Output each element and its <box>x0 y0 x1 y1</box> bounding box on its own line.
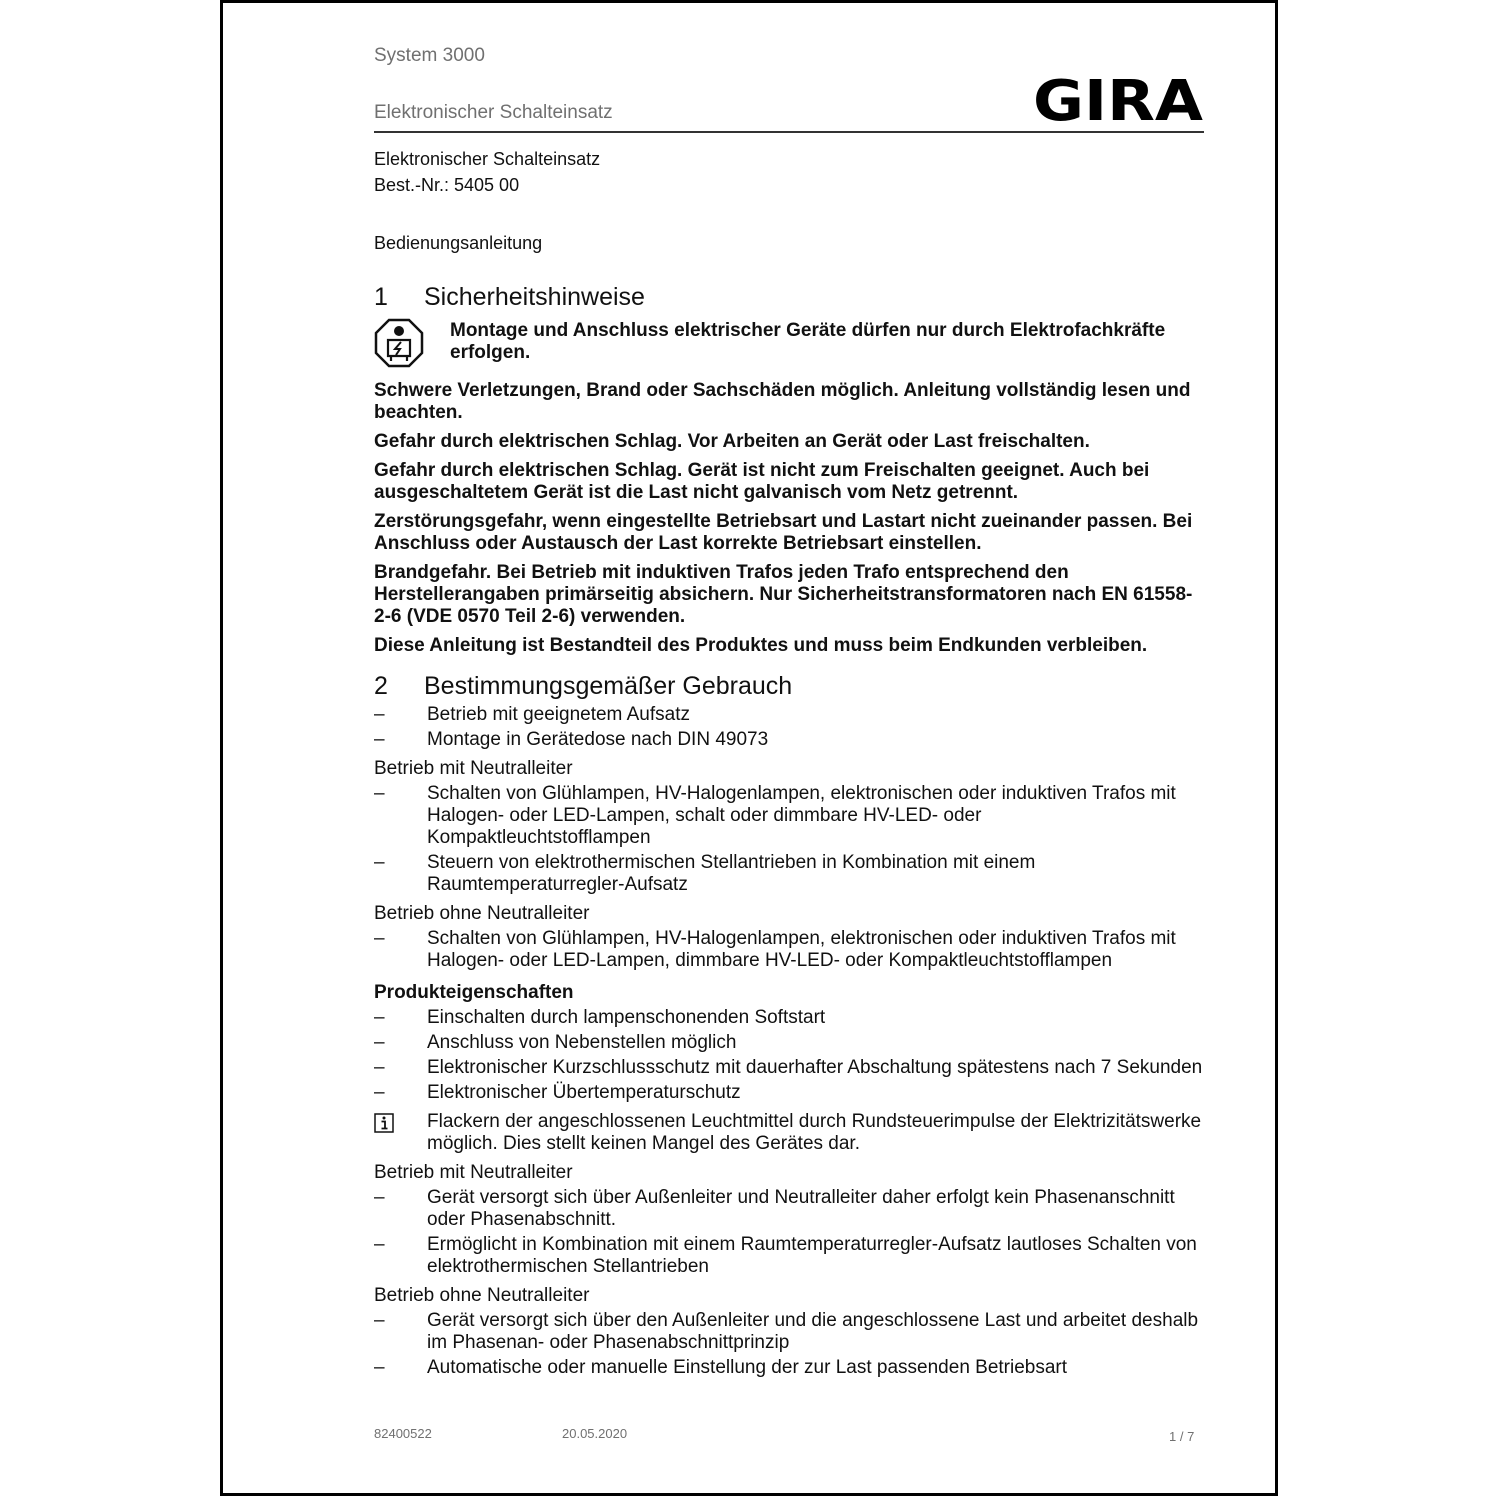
prop-with-neutral-list <box>374 1187 1204 1278</box>
without-neutral-label: Betrieb ohne Neutralleiter <box>374 903 590 924</box>
list-item: – Steuern von elektrothermischen Stellantrieben in Kombination mit einem Raumtemperaturregler-Aufsatz <box>374 852 1036 895</box>
bullet-dash: – <box>374 1310 385 1331</box>
bullet-dash: – <box>374 1234 385 1255</box>
properties-title: Produkteigenschaften <box>374 982 574 1003</box>
safety-paragraph: Brandgefahr. Bei Betrieb mit induktiven Trafos jeden Trafo entsprechend den Herstellerangaben primärseitig absichern. Nur Sicherheitstransformatoren nach EN 61558-2-6 (VDE 0570 Teil 2-6) verwenden. <box>374 562 1193 627</box>
info-icon <box>374 1113 394 1133</box>
list-item: – Einschalten durch lampenschonenden Softstart <box>374 1007 826 1028</box>
footer-date: 20.05.2020 <box>562 1426 628 1441</box>
properties-list <box>374 1007 1204 1104</box>
product-block <box>374 148 1204 196</box>
prop-without-neutral-label: Betrieb ohne Neutralleiter <box>374 1285 590 1306</box>
product-title: Elektronischer Schalteinsatz <box>374 149 601 169</box>
safety-paragraph: Zerstörungsgefahr, wenn eingestellte Betriebsart und Lastart nicht zueinander passen. Bei Anschluss oder Austausch der Last korrekte Betriebsart einstellen. <box>374 511 1193 554</box>
bullet-dash: – <box>374 1007 385 1028</box>
bullet-dash: – <box>374 1057 385 1078</box>
info-note <box>374 1111 1204 1155</box>
safety-paragraph: Gefahr durch elektrischen Schlag. Gerät ist nicht zum Freischalten geeignet. Auch bei ausgeschaltetem Gerät ist die Last nicht galvanisch vom Netz getrennt. <box>374 460 1150 503</box>
intro-list <box>374 704 1204 751</box>
doc-type: Bedienungsanleitung <box>374 233 543 253</box>
header-subtitle: Elektronischer Schalteinsatz <box>374 102 613 123</box>
list-item: – Elektronischer Übertemperaturschutz <box>374 1082 741 1103</box>
bullet-dash: – <box>374 783 385 804</box>
footer-doc-number: 82400522 <box>374 1426 432 1441</box>
header-rule <box>374 131 1204 133</box>
list-item: – Betrieb mit geeignetem Aufsatz <box>374 704 690 725</box>
section-safety <box>374 282 1204 657</box>
safety-paragraph: Diese Anleitung ist Bestandteil des Produktes und muss beim Endkunden verbleiben. <box>374 635 1148 656</box>
bullet-dash: – <box>374 852 385 873</box>
electrician-warning-icon <box>374 318 424 368</box>
list-item: – Anschluss von Nebenstellen möglich <box>374 1032 737 1053</box>
with-neutral-label: Betrieb mit Neutralleiter <box>374 758 573 779</box>
section-2-title: Bestimmungsgemäßer Gebrauch <box>424 672 793 700</box>
prop-with-neutral-label: Betrieb mit Neutralleiter <box>374 1162 573 1183</box>
order-number: Best.-Nr.: 5405 00 <box>374 175 520 195</box>
warning-row <box>374 320 1204 368</box>
list-item: – Schalten von Glühlampen, HV-Halogenlampen, elektronischen oder induktiven Trafos mit Halogen- oder LED-Lampen, schalt oder dimmbare HV-LED- oder Kompaktleuchtstofflampen <box>374 783 1176 848</box>
list-item: – Montage in Gerätedose nach DIN 49073 <box>374 729 769 750</box>
section-1-heading <box>374 282 1204 312</box>
gira-logo-text: GIRA <box>1033 69 1204 127</box>
section-intended-use <box>374 671 1204 1379</box>
safety-paragraph: Gefahr durch elektrischen Schlag. Vor Arbeiten an Gerät oder Last freischalten. <box>374 431 1090 452</box>
gira-logo <box>1033 67 1205 127</box>
footer-page-number: 1 / 7 <box>1169 1429 1195 1444</box>
list-item: – Gerät versorgt sich über den Außenleiter und die angeschlossene Last und arbeitet deshalb im Phasenan- oder Phasenabschnittprinzip <box>374 1310 1199 1353</box>
bullet-dash: – <box>374 1082 385 1103</box>
with-neutral-list <box>374 783 1204 896</box>
safety-paragraphs <box>374 380 1204 657</box>
header-system: System 3000 <box>374 45 485 66</box>
without-neutral-list <box>374 928 1204 972</box>
prop-without-neutral-list <box>374 1310 1204 1379</box>
section-1-title: Sicherheitshinweise <box>424 283 645 311</box>
section-1-number: 1 <box>374 283 388 311</box>
section-2-number: 2 <box>374 672 388 700</box>
document-page <box>220 0 1278 1496</box>
safety-paragraph: Schwere Verletzungen, Brand oder Sachschäden möglich. Anleitung vollständig lesen und beachten. <box>374 380 1191 423</box>
bullet-dash: – <box>374 1032 385 1053</box>
list-item: – Schalten von Glühlampen, HV-Halogenlampen, elektronischen oder induktiven Trafos mit Halogen- oder LED-Lampen, dimmbare HV-LED- oder Kompaktleuchtstofflampen <box>374 928 1176 971</box>
bullet-dash: – <box>374 729 385 750</box>
list-item: – Automatische oder manuelle Einstellung der zur Last passenden Betriebsart <box>374 1357 1068 1378</box>
warning-text: Montage und Anschluss elektrischer Geräte dürfen nur durch Elektrofachkräfte erfolgen. <box>450 320 1166 363</box>
doc-type-block <box>374 232 1204 254</box>
info-note-text: Flackern der angeschlossenen Leuchtmittel durch Rundsteuerimpulse der Elektrizitätswerke möglich. Dies stellt keinen Mangel des Gerätes dar. <box>427 1111 1202 1154</box>
bullet-dash: – <box>374 704 385 725</box>
list-item: – Gerät versorgt sich über Außenleiter und Neutralleiter daher erfolgt kein Phasenanschnitt oder Phasenabschnitt. <box>374 1187 1175 1230</box>
section-2-heading <box>374 671 1204 701</box>
bullet-dash: – <box>374 1357 385 1378</box>
list-item: – Ermöglicht in Kombination mit einem Raumtemperaturregler-Aufsatz lautloses Schalten von elektrothermischen Stellantrieben <box>374 1234 1197 1277</box>
bullet-dash: – <box>374 928 385 949</box>
bullet-dash: – <box>374 1187 385 1208</box>
list-item: – Elektronischer Kurzschlussschutz mit dauerhafter Abschaltung spätestens nach 7 Sekunden <box>374 1057 1203 1078</box>
